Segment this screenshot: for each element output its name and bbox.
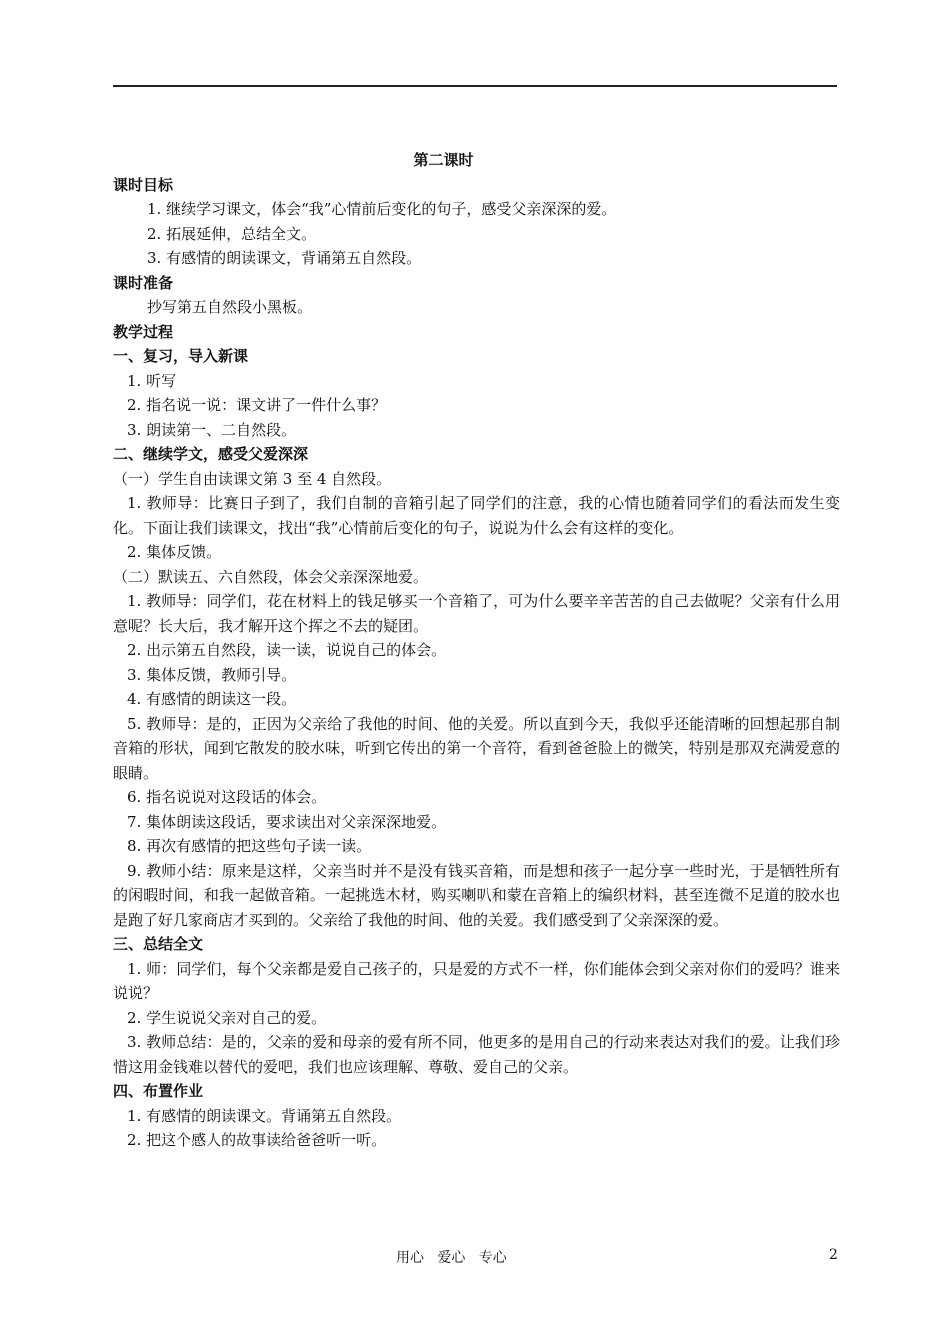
part2-sub2-item: 5. 教师导：是的，正因为父亲给了我他的时间、他的关爱。所以直到今天，我似乎还能清晰的回想起那自制音箱的形状，闻到它散发的胶水味，听到它传出的第一个音符，看到爸爸脸上的微笑，特别是那双充满爱意的眼睛。 [113,714,840,782]
part2-sub2-item: 8. 再次有感情的把这些句子读一读。 [127,837,372,855]
part2-sub1: （一）学生自由读课文第 3 至 4 自然段。 [113,469,392,488]
goal-item: 3. 有感情的朗读课文，背诵第五自然段。 [147,249,422,267]
goal-item: 1. 继续学习课文，体会“我”心情前后变化的句子，感受父亲深深的爱。 [147,200,617,218]
part2-sub1-item: 2. 集体反馈。 [127,543,222,561]
part2-sub2-item: 1. 教师导：同学们，花在材料上的钱足够买一个音箱了，可为什么要辛辛苦苦的自己去做呢？父亲有什么用意呢？长大后，我才解开这个挥之不去的疑团。 [113,592,840,635]
part3-heading: 三、总结全文 [113,935,204,953]
part2-sub2-item: 9. 教师小结：原来是这样，父亲当时并不是没有钱买音箱，而是想和孩子一起分享一些时光，于是牺牲所有的闲暇时间，和我一起做音箱。一起挑选木材，购买喇叭和蒙在音箱上的编织材料，甚至连微不足道的胶水也是跑了好几家商店才买到的。父亲给了我他的时间、他的关爱。我们感受到了父亲深深的爱。 [113,861,840,929]
part3-item: 2. 学生说说父亲对自己的爱。 [127,1008,327,1027]
lesson-title: 第二课时 [413,151,474,169]
page-number: 2 [829,1247,838,1263]
part1-item: 2. 指名说一说：课文讲了一件什么事？ [127,396,387,414]
part1-heading: 一、复习，导入新课 [113,347,249,365]
part2-sub2: （二）默读五、六自然段，体会父亲深深地爱。 [113,567,429,586]
prep-heading: 课时准备 [113,273,174,292]
part2-sub2-item: 6. 指名说说对这段话的体会。 [127,788,327,806]
part2-heading: 二、继续学文，感受父爱深深 [113,445,309,463]
document-body [113,148,840,1153]
part2-sub1-item: 1. 教师导：比赛日子到了，我们自制的音箱引起了同学们的注意，我的心情也随着同学们的看法而发生变化。下面让我们读课文，找出“我”心情前后变化的句子，说说为什么会有这样的变化。 [113,494,840,537]
header-rule [113,85,837,87]
part2-sub2-item: 3. 集体反馈，教师引导。 [127,665,297,684]
part2-sub2-item: 4. 有感情的朗读这一段。 [127,690,297,708]
goal-item: 2. 拓展延伸，总结全文。 [147,224,317,243]
part1-item: 3. 朗读第一、二自然段。 [127,420,297,439]
part3-item: 3. 教师总结：是的，父亲的爱和母亲的爱有所不同，他更多的是用自己的行动来表达对我们的爱。让我们珍惜这用金钱难以替代的爱吧，我们也应该理解、尊敬、爱自己的父亲。 [113,1033,840,1076]
part3-item: 1. 师：同学们，每个父亲都是爱自己孩子的，只是爱的方式不一样，你们能体会到父亲对你们的爱吗？谁来说说？ [113,959,840,1002]
part2-sub2-item: 7. 集体朗读这段话，要求读出对父亲深深地爱。 [127,812,447,831]
part1-item: 1. 听写 [127,371,177,390]
prep-text: 抄写第五自然段小黑板。 [147,298,313,316]
footer-motto: 用心 爱心 专心 [396,1250,507,1266]
part4-item: 1. 有感情的朗读课文。背诵第五自然段。 [127,1106,402,1125]
part2-sub2-item: 2. 出示第五自然段，读一读，说说自己的体会。 [127,641,447,659]
process-heading: 教学过程 [113,322,174,341]
goals-heading: 课时目标 [113,175,174,194]
part4-item: 2. 把这个感人的故事读给爸爸听一听。 [127,1131,387,1149]
part4-heading: 四、布置作业 [113,1082,204,1100]
